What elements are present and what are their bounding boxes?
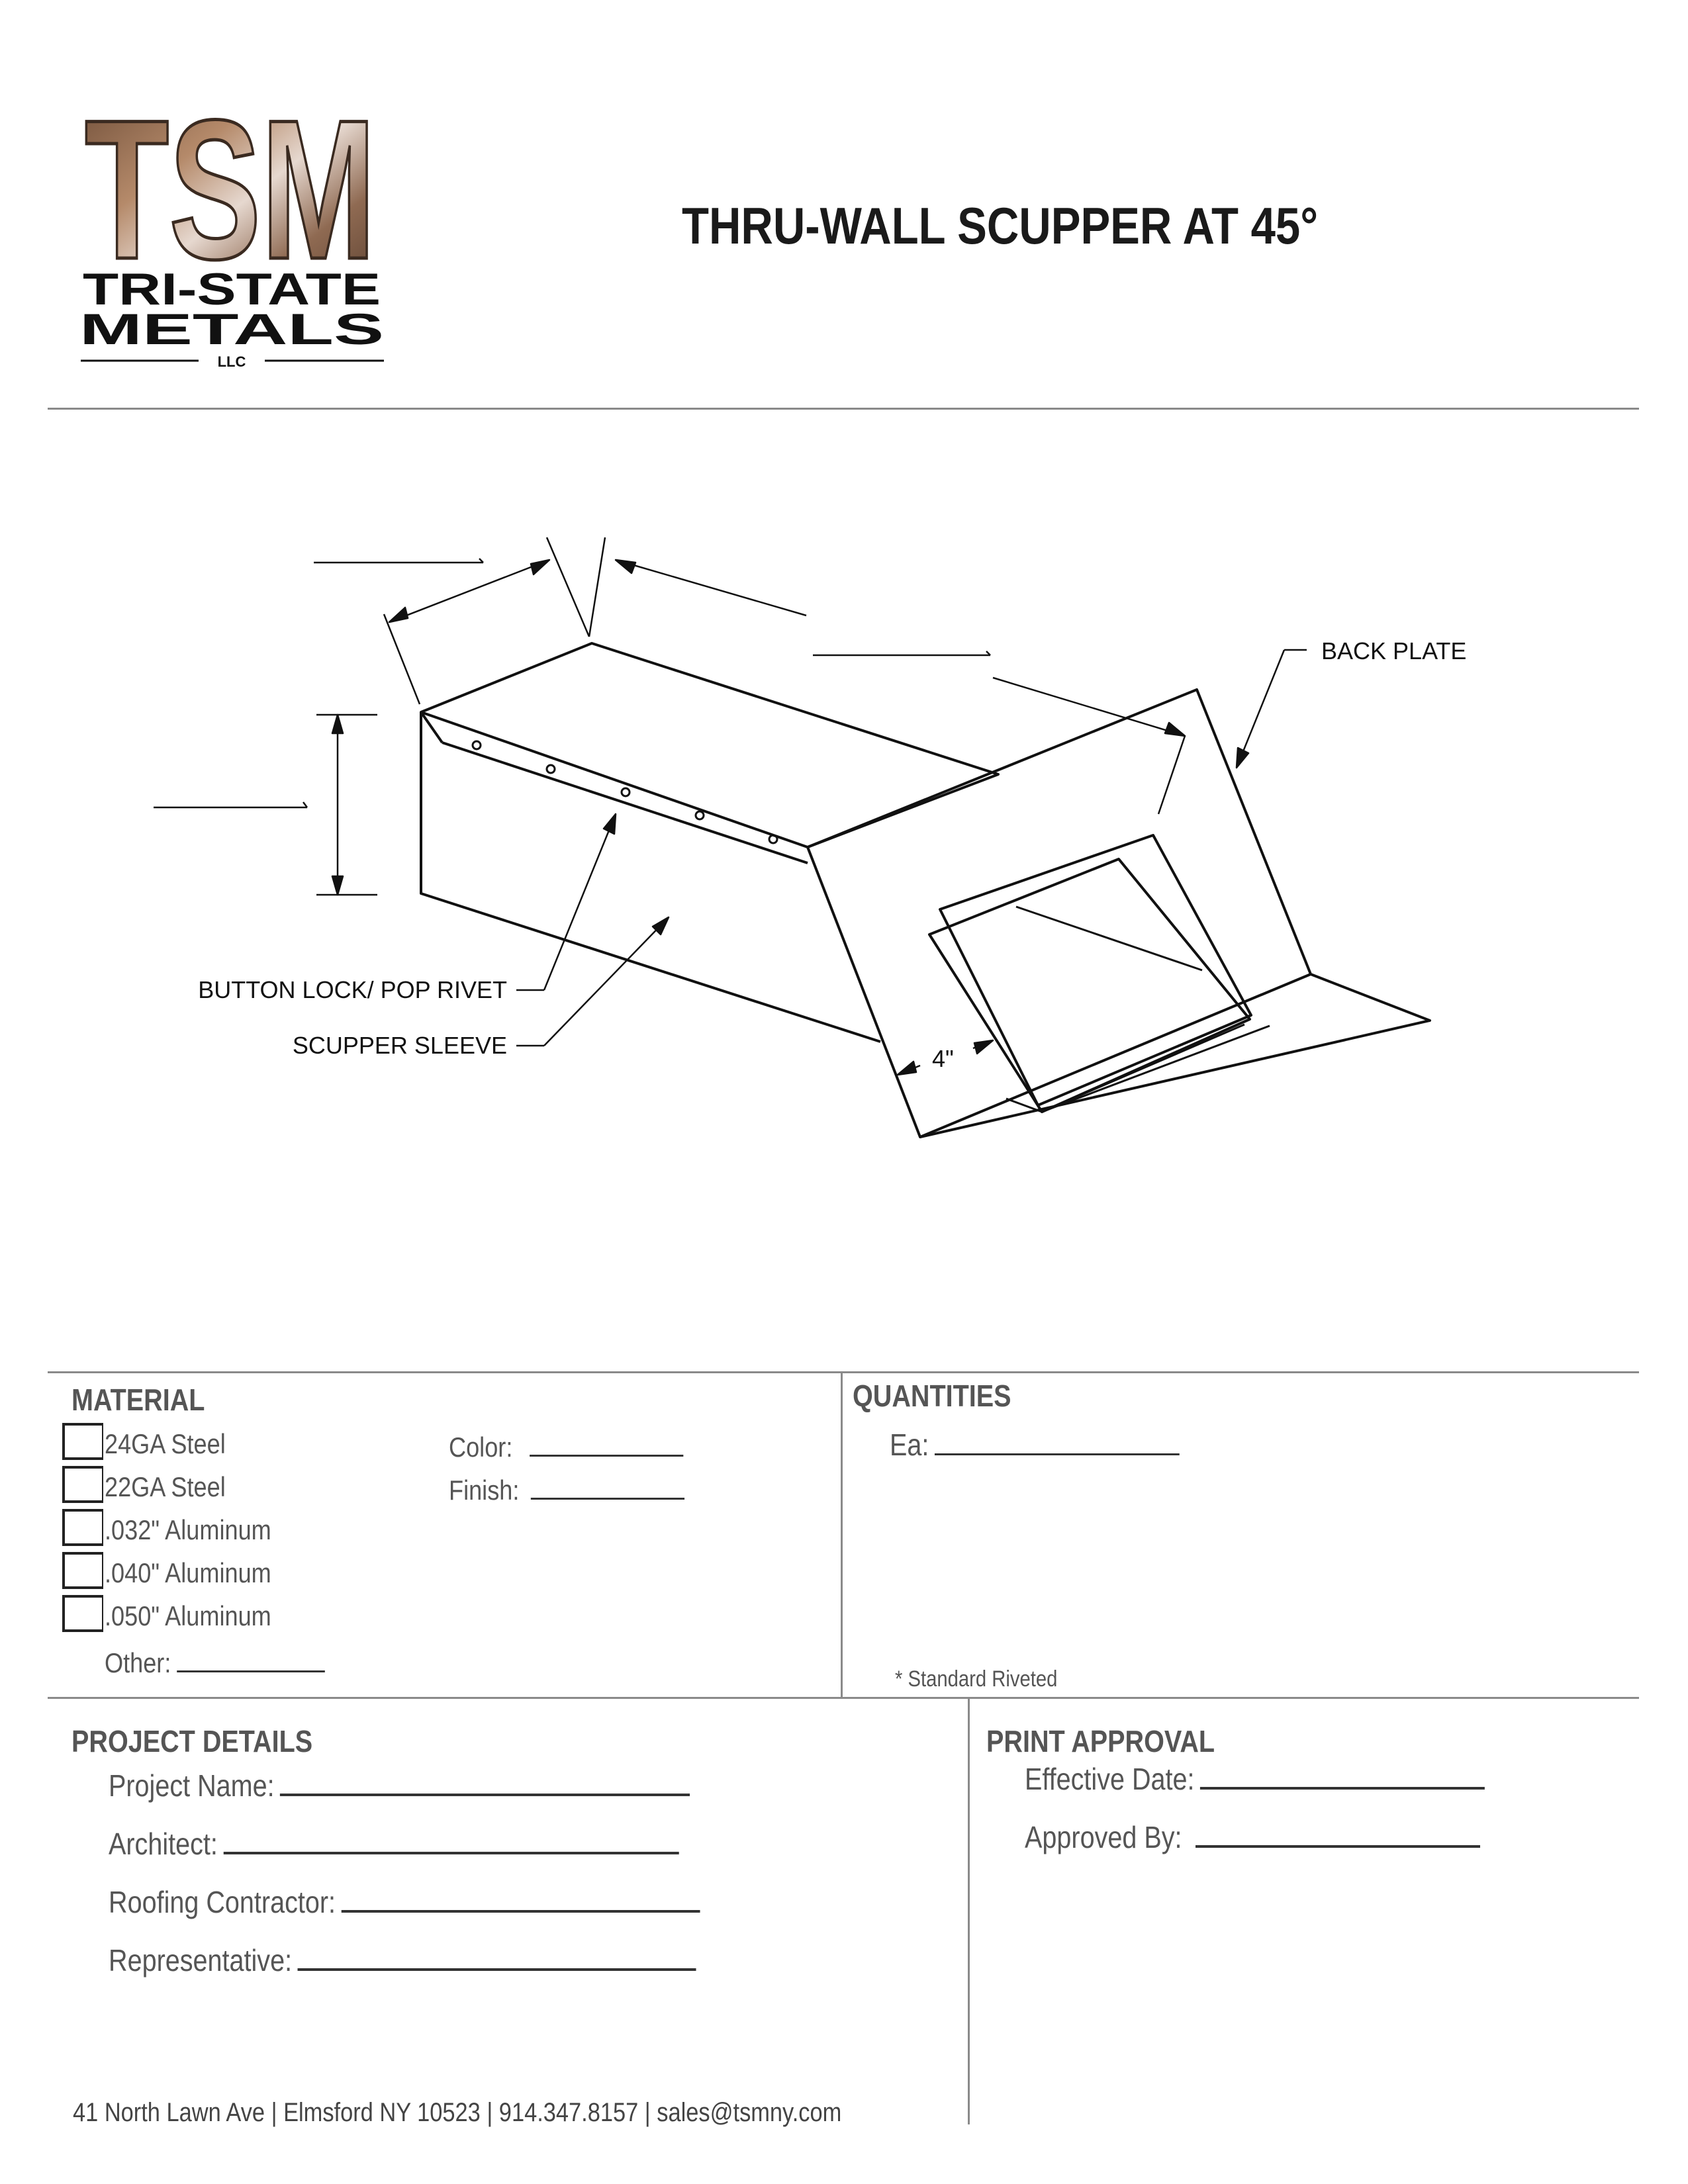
ea-blank[interactable] — [935, 1427, 1180, 1455]
logo-line2: METALS — [79, 304, 384, 353]
checkbox-24ga-steel[interactable] — [62, 1423, 103, 1460]
effective-date-field[interactable] — [1025, 1760, 1485, 1797]
checkbox-040-aluminum[interactable] — [62, 1552, 103, 1589]
effective-date-label: Effective Date: — [1025, 1762, 1195, 1796]
effective-date-blank[interactable] — [1200, 1760, 1485, 1790]
ea-label: Ea: — [890, 1428, 929, 1462]
approved-by-label: Approved By: — [1025, 1820, 1182, 1854]
standard-riveted-note: * Standard Riveted — [895, 1666, 1058, 1692]
option-22ga-steel: 22GA Steel — [105, 1471, 226, 1502]
sleeve-lock-seam-line — [442, 743, 808, 863]
rivets — [473, 741, 777, 843]
option-040-aluminum: .040" Aluminum — [105, 1557, 271, 1588]
material-quantities-divider — [841, 1371, 843, 1698]
footer-contact: 41 North Lawn Ave | Elmsford NY 10523 | 914.347.8157 | sales@tsmny.com — [73, 2098, 842, 2127]
approved-by-blank[interactable] — [1196, 1819, 1480, 1848]
architect-field[interactable] — [109, 1825, 679, 1862]
roofing-contractor-label: Roofing Contractor: — [109, 1885, 336, 1919]
representative-field[interactable] — [109, 1942, 696, 1978]
finish-label: Finish: — [449, 1475, 520, 1506]
rivet — [473, 741, 481, 749]
project-name-blank[interactable] — [280, 1767, 690, 1796]
ea-field[interactable] — [890, 1427, 1180, 1463]
finish-blank[interactable] — [531, 1471, 684, 1500]
checkbox-050-aluminum[interactable] — [62, 1595, 103, 1632]
checkbox-22ga-steel[interactable] — [62, 1466, 103, 1503]
form-top-divider — [48, 1371, 1639, 1373]
print-approval-heading: PRINT APPROVAL — [986, 1724, 1215, 1758]
logo-graphic — [73, 93, 391, 371]
project-name-field[interactable] — [109, 1767, 690, 1803]
option-050-aluminum: .050" Aluminum — [105, 1600, 271, 1631]
project-approval-divider — [968, 1697, 970, 2124]
other-blank[interactable] — [177, 1644, 325, 1672]
flange-dimension-label: 4" — [932, 1045, 954, 1072]
rivet — [547, 765, 555, 773]
scupper-drawing — [0, 410, 1688, 1350]
option-24ga-steel: 24GA Steel — [105, 1428, 226, 1459]
checkbox-032-aluminum[interactable] — [62, 1509, 103, 1546]
logo-line1: TRI-STATE — [83, 264, 381, 314]
project-name-label: Project Name: — [109, 1768, 275, 1803]
scupper-sleeve-label: SCUPPER SLEEVE — [292, 1032, 507, 1059]
option-032-aluminum: .032" Aluminum — [105, 1514, 271, 1545]
rivet — [696, 811, 704, 819]
architect-label: Architect: — [109, 1827, 218, 1861]
representative-label: Representative: — [109, 1943, 293, 1978]
color-blank[interactable] — [530, 1428, 683, 1457]
button-lock-label: BUTTON LOCK/ POP RIVET — [198, 976, 507, 1003]
back-plate-label: BACK PLATE — [1321, 637, 1467, 664]
page-title: THRU-WALL SCUPPER AT 45° — [682, 197, 1319, 255]
roofing-contractor-field[interactable] — [109, 1884, 700, 1920]
finish-field[interactable] — [449, 1471, 684, 1506]
form-mid-divider — [48, 1697, 1639, 1699]
logo-mark: TSM — [85, 93, 376, 300]
other-material-field[interactable] — [105, 1644, 325, 1679]
header-divider — [48, 408, 1639, 410]
scupper-drawing-svg — [0, 410, 1688, 1350]
logo-suffix: LLC — [217, 353, 246, 370]
approved-by-field[interactable] — [1025, 1819, 1480, 1855]
sleeve-top-face — [421, 643, 998, 847]
color-field[interactable] — [449, 1428, 683, 1463]
other-label: Other: — [105, 1647, 171, 1678]
back-plate-bend — [920, 974, 1311, 1137]
representative-blank[interactable] — [298, 1942, 696, 1971]
rivet — [622, 788, 630, 796]
quantities-heading: QUANTITIES — [853, 1379, 1011, 1413]
material-heading: MATERIAL — [71, 1383, 205, 1417]
project-details-heading: PROJECT DETAILS — [71, 1724, 313, 1758]
color-label: Color: — [449, 1432, 513, 1463]
roofing-contractor-blank[interactable] — [342, 1884, 700, 1913]
architect-blank[interactable] — [223, 1825, 679, 1854]
company-logo — [73, 93, 391, 371]
